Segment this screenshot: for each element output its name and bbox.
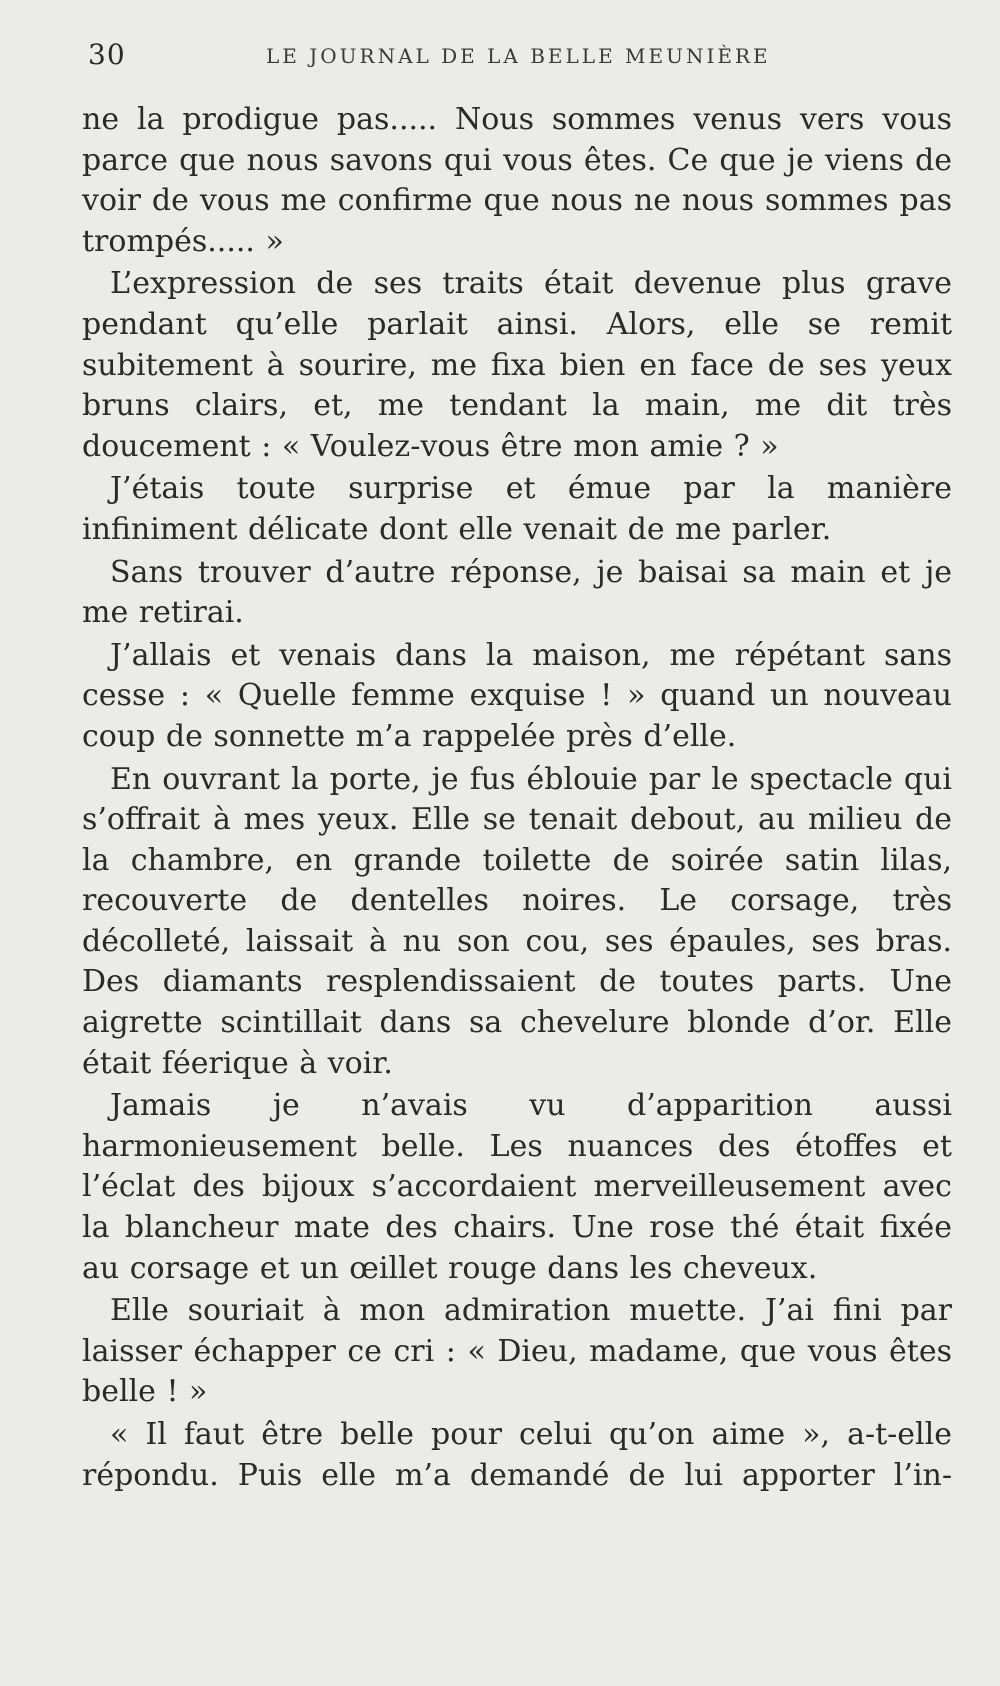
paragraph: En ouvrant la porte, je fus éblouie par le spectacle qui s’offrait à mes yeux. Elle se tenait debout, au milieu de la chambre, en grande toilette de soirée satin lilas, recouverte de dentelles noires. Le corsage, très décolleté, laissait à nu son cou, ses épaules, ses bras. Des diamants resplendissaient de toutes parts. Une aigrette scintillait dans sa chevelure blonde d’or. Elle était féerique à voir. <box>82 761 952 1081</box>
paragraph: Jamais je n’avais vu d’apparition aussi harmonieusement belle. Les nuances des étoffes et l’éclat des bijoux s’accordaient merveilleusement avec la blancheur mate des chairs. Une rose thé était fixée au corsage et un œillet rouge dans les cheveux. <box>82 1088 952 1286</box>
page-number: 30 <box>88 38 126 71</box>
running-title: LE JOURNAL DE LA BELLE MEUNIÈRE <box>266 44 771 68</box>
paragraph: Elle souriait à mon admiration muette. J’ai fini par laisser échapper ce cri : « Dieu, madame, que vous êtes belle ! » <box>82 1293 952 1410</box>
paragraph: J’étais toute surprise et émue par la manière infiniment délicate dont elle venait de me parler. <box>82 471 952 547</box>
paragraph: ne la prodigue pas..... Nous sommes venus vers vous parce que nous savons qui vous êtes. Ce que je viens de voir de vous me confirme que nous ne nous sommes pas trompés..... » <box>82 102 952 259</box>
paragraph: Sans trouver d’autre réponse, je baisai sa main et je me retirai. <box>82 554 952 631</box>
paragraph: « Il faut être belle pour celui qu’on aime », a-t-elle répondu. Puis elle m’a demandé de lui apporter l’in- <box>82 1417 952 1493</box>
body-text <box>82 100 952 1498</box>
page-header <box>88 38 958 78</box>
paragraph: J’allais et venais dans la maison, me répétant sans cesse : « Quelle femme exquise ! » quand un nouveau coup de sonnette m’a rappelée près d’elle. <box>82 637 952 754</box>
paragraph: L’expression de ses traits était devenue plus grave pendant qu’elle parlait ainsi. Alors, elle se remit subitement à sourire, me fixa bien en face de ses yeux bruns clairs, et, me tendant la main, me dit très doucement : « Voulez-vous être mon amie ? » <box>82 266 952 464</box>
